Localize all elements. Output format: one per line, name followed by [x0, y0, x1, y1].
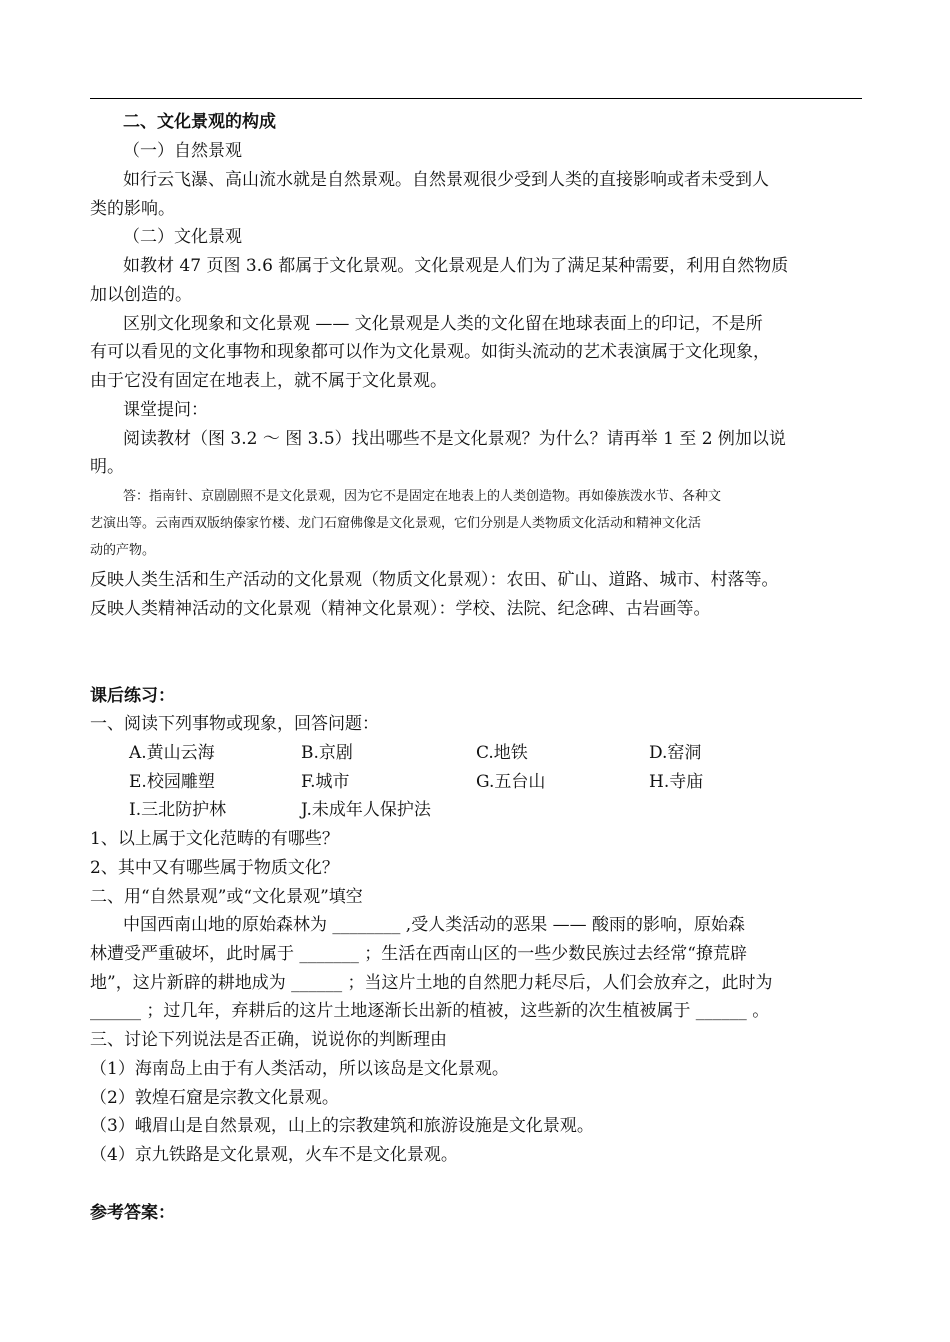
paragraph-cultural-line1: 如教材 47 页图 3.6 都属于文化景观。文化景观是人们为了满足某种需要，利用自然物质: [123, 256, 789, 276]
fill-blank-line1: 中国西南山地的原始森林为 ________ ,受人类活动的恶果 —— 酸雨的影响，原始森: [123, 915, 746, 935]
option-b: B.京剧: [301, 743, 353, 763]
option-i: I.三北防护林: [129, 800, 227, 820]
answer-line3: 动的产物。: [90, 543, 156, 558]
paragraph-cultural-line2: 加以创造的。: [90, 285, 192, 305]
paragraph-distinction-line2: 有可以看见的文化事物和现象都可以作为文化景观。如街头流动的艺术表演属于文化现象，: [90, 342, 770, 362]
option-j: J.未成年人保护法: [301, 800, 431, 820]
statement-2: （2）敦煌石窟是宗教文化景观。: [90, 1088, 339, 1108]
statement-3: （3）峨眉山是自然景观，山上的宗教建筑和旅游设施是文化景观。: [90, 1116, 594, 1136]
option-a: A.黄山云海: [129, 743, 215, 763]
answer-line2: 艺演出等。云南西双版纳傣家竹楼、龙门石窟佛像是文化景观，它们分别是人类物质文化活动和精神文化活: [90, 516, 702, 531]
exercise-heading: 课后练习：: [90, 686, 175, 706]
exercise-q2: 二、用“自然景观”或“文化景观”填空: [90, 887, 363, 907]
subheading-cultural: （二）文化景观: [123, 227, 242, 247]
exercise-q1: 一、阅读下列事物或现象，回答问题：: [90, 714, 379, 734]
classroom-question-line1: 阅读教材（图 3.2 ～ 图 3.5）找出哪些不是文化景观？为什么？请再举 1 至 2 例加以说: [123, 429, 786, 449]
exercise-q1-1: 1、以上属于文化范畴的有哪些？: [90, 829, 339, 849]
paragraph-natural-line2: 类的影响。: [90, 199, 175, 219]
summary-material: 反映人类生活和生产活动的文化景观（物质文化景观）：农田、矿山、道路、城市、村落等。: [90, 570, 779, 590]
paragraph-distinction-line3: 由于它没有固定在地表上，就不属于文化景观。: [90, 371, 447, 391]
subheading-natural: （一）自然景观: [123, 141, 242, 161]
fill-blank-line3: 地”，这片新辟的耕地成为 ______ ；当这片土地的自然肥力耗尽后，人们会放弃之，此时为: [90, 973, 773, 993]
option-c: C.地铁: [476, 743, 528, 763]
option-e: E.校园雕塑: [129, 772, 215, 792]
statement-1: （1）海南岛上由于有人类活动，所以该岛是文化景观。: [90, 1059, 509, 1079]
answers-heading: 参考答案：: [90, 1203, 175, 1223]
option-f: F.城市: [301, 772, 350, 792]
header-rule: [90, 98, 862, 99]
exercise-q3: 三、讨论下列说法是否正确，说说你的判断理由: [90, 1030, 447, 1050]
statement-4: （4）京九铁路是文化景观，火车不是文化景观。: [90, 1145, 458, 1165]
fill-blank-line4: ______ ；过几年，弃耕后的这片土地逐渐长出新的植被，这些新的次生植被属于 ______ 。: [90, 1001, 770, 1021]
option-g: G.五台山: [476, 772, 546, 792]
option-h: H.寺庙: [649, 772, 704, 792]
answer-line1: 答：指南针、京剧剧照不是文化景观，因为它不是固定在地表上的人类创造物。再如傣族泼水节、各种文: [123, 489, 722, 504]
paragraph-distinction-line1: 区别文化现象和文化景观 —— 文化景观是人类的文化留在地球表面上的印记，不是所: [123, 314, 763, 334]
paragraph-natural-line1: 如行云飞瀑、高山流水就是自然景观。自然景观很少受到人类的直接影响或者未受到人: [123, 170, 769, 190]
summary-spiritual: 反映人类精神活动的文化景观（精神文化景观）：学校、法院、纪念碑、古岩画等。: [90, 599, 711, 619]
classroom-question-line2: 明。: [90, 457, 124, 477]
fill-blank-line2: 林遭受严重破坏，此时属于 _______ ；生活在西南山区的一些少数民族过去经常“撩荒辟: [90, 944, 747, 964]
classroom-question-label: 课堂提问：: [123, 400, 208, 420]
option-d: D.窑洞: [649, 743, 702, 763]
exercise-q1-2: 2、其中又有哪些属于物质文化？: [90, 858, 339, 878]
section-heading: 二、文化景观的构成: [123, 112, 276, 132]
